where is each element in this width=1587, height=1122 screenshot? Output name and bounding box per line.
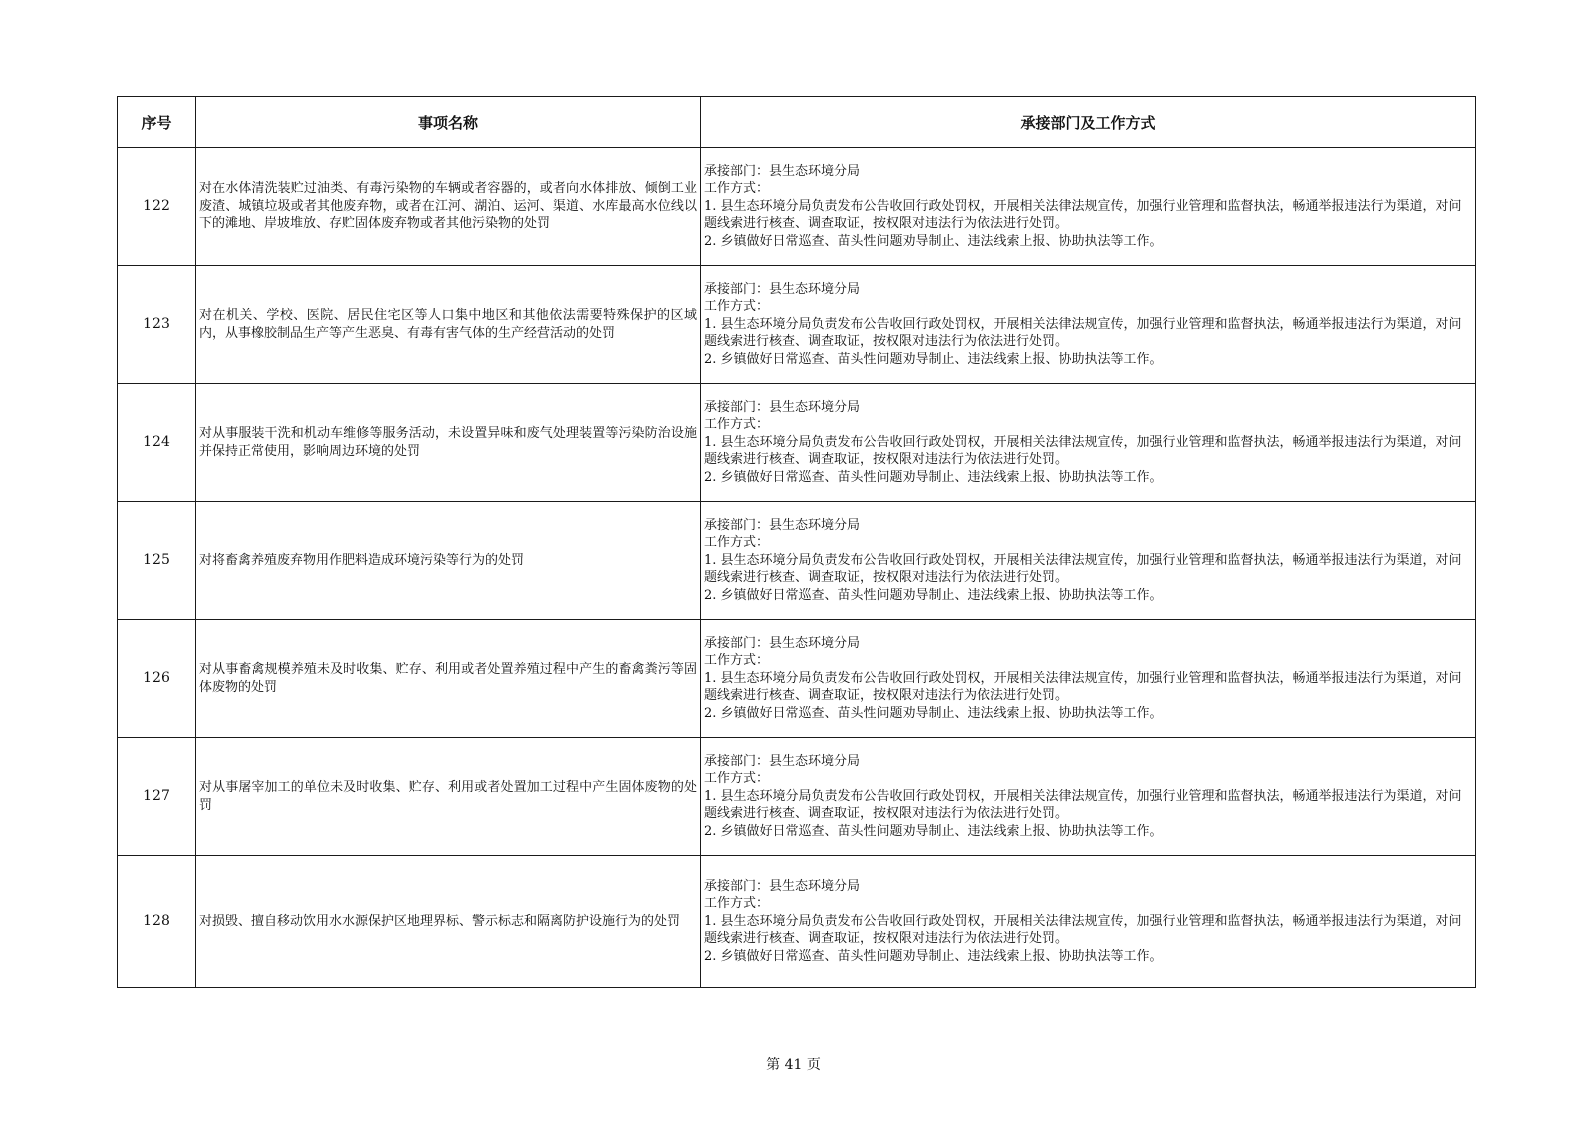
matters-table	[117, 96, 1476, 988]
table-row	[118, 384, 1476, 502]
method-heading: 工作方式：	[704, 181, 770, 197]
table-row	[118, 502, 1476, 620]
department-method-cell	[701, 148, 1476, 266]
method-heading: 工作方式：	[704, 653, 770, 669]
department-line: 承接部门：县生态环境分局	[704, 753, 861, 769]
serial-number-cell: 125	[118, 502, 196, 620]
method-item-2: 2. 乡镇做好日常巡查、苗头性问题劝导制止、违法线索上报、协助执法等工作。	[704, 823, 1163, 839]
header-matter-name: 事项名称	[196, 97, 701, 148]
department-line: 承接部门：县生态环境分局	[704, 281, 861, 297]
method-item-1: 1. 县生态环境分局负责发布公告收回行政处罚权，开展相关法律法规宣传，加强行业管理和监督执法，畅通举报违法行为渠道，对问题线索进行核查、调查取证，按权限对违法行为依法进行处罚。	[704, 670, 1462, 704]
matter-name-cell: 对从事屠宰加工的单位未及时收集、贮存、利用或者处置加工过程中产生固体废物的处罚	[196, 738, 701, 856]
matter-name-cell: 对损毁、擅自移动饮用水水源保护区地理界标、警示标志和隔离防护设施行为的处罚	[196, 856, 701, 988]
serial-number-cell: 126	[118, 620, 196, 738]
department-method-cell	[701, 384, 1476, 502]
department-method-cell	[701, 266, 1476, 384]
method-heading: 工作方式：	[704, 535, 770, 551]
table-row	[118, 620, 1476, 738]
serial-number-cell: 127	[118, 738, 196, 856]
method-item-1: 1. 县生态环境分局负责发布公告收回行政处罚权，开展相关法律法规宣传，加强行业管理和监督执法，畅通举报违法行为渠道，对问题线索进行核查、调查取证，按权限对违法行为依法进行处罚。	[704, 198, 1462, 232]
method-item-2: 2. 乡镇做好日常巡查、苗头性问题劝导制止、违法线索上报、协助执法等工作。	[704, 948, 1163, 964]
table-row	[118, 856, 1476, 988]
method-item-1: 1. 县生态环境分局负责发布公告收回行政处罚权，开展相关法律法规宣传，加强行业管理和监督执法，畅通举报违法行为渠道，对问题线索进行核查、调查取证，按权限对违法行为依法进行处罚。	[704, 434, 1462, 468]
method-item-1: 1. 县生态环境分局负责发布公告收回行政处罚权，开展相关法律法规宣传，加强行业管理和监督执法，畅通举报违法行为渠道，对问题线索进行核查、调查取证，按权限对违法行为依法进行处罚。	[704, 316, 1462, 350]
method-item-1: 1. 县生态环境分局负责发布公告收回行政处罚权，开展相关法律法规宣传，加强行业管理和监督执法，畅通举报违法行为渠道，对问题线索进行核查、调查取证，按权限对违法行为依法进行处罚。	[704, 913, 1462, 947]
serial-number-cell: 123	[118, 266, 196, 384]
method-item-1: 1. 县生态环境分局负责发布公告收回行政处罚权，开展相关法律法规宣传，加强行业管理和监督执法，畅通举报违法行为渠道，对问题线索进行核查、调查取证，按权限对违法行为依法进行处罚。	[704, 788, 1462, 822]
method-item-2: 2. 乡镇做好日常巡查、苗头性问题劝导制止、违法线索上报、协助执法等工作。	[704, 233, 1163, 249]
department-line: 承接部门：县生态环境分局	[704, 163, 861, 179]
department-method-cell	[701, 738, 1476, 856]
page-number: 第 41 页	[766, 1057, 821, 1073]
method-heading: 工作方式：	[704, 417, 770, 433]
department-line: 承接部门：县生态环境分局	[704, 635, 861, 651]
serial-number-cell: 128	[118, 856, 196, 988]
department-line: 承接部门：县生态环境分局	[704, 517, 861, 533]
method-item-2: 2. 乡镇做好日常巡查、苗头性问题劝导制止、违法线索上报、协助执法等工作。	[704, 469, 1163, 485]
method-heading: 工作方式：	[704, 896, 770, 912]
method-item-1: 1. 县生态环境分局负责发布公告收回行政处罚权，开展相关法律法规宣传，加强行业管理和监督执法，畅通举报违法行为渠道，对问题线索进行核查、调查取证，按权限对违法行为依法进行处罚。	[704, 552, 1462, 586]
table-header	[118, 97, 1476, 148]
department-method-cell	[701, 856, 1476, 988]
matter-name-cell: 对从事畜禽规模养殖未及时收集、贮存、利用或者处置养殖过程中产生的畜禽粪污等固体废物的处罚	[196, 620, 701, 738]
table-row	[118, 148, 1476, 266]
method-item-2: 2. 乡镇做好日常巡查、苗头性问题劝导制止、违法线索上报、协助执法等工作。	[704, 587, 1163, 603]
table-row	[118, 738, 1476, 856]
department-line: 承接部门：县生态环境分局	[704, 878, 861, 894]
table-row	[118, 266, 1476, 384]
department-method-cell	[701, 502, 1476, 620]
method-heading: 工作方式：	[704, 299, 770, 315]
method-item-2: 2. 乡镇做好日常巡查、苗头性问题劝导制止、违法线索上报、协助执法等工作。	[704, 351, 1163, 367]
matter-name-cell: 对在机关、学校、医院、居民住宅区等人口集中地区和其他依法需要特殊保护的区域内，从事橡胶制品生产等产生恶臭、有毒有害气体的生产经营活动的处罚	[196, 266, 701, 384]
header-row	[118, 97, 1476, 148]
matter-name-cell: 对在水体清洗装贮过油类、有毒污染物的车辆或者容器的，或者向水体排放、倾倒工业废渣、城镇垃圾或者其他废弃物，或者在江河、湖泊、运河、渠道、水库最高水位线以下的滩地、岸坡堆放、存贮固体废弃物或者其他污染物的处罚	[196, 148, 701, 266]
department-method-cell	[701, 620, 1476, 738]
matter-name-cell: 对将畜禽养殖废弃物用作肥料造成环境污染等行为的处罚	[196, 502, 701, 620]
serial-number-cell: 122	[118, 148, 196, 266]
matter-name-cell: 对从事服装干洗和机动车维修等服务活动，未设置异味和废气处理装置等污染防治设施并保持正常使用，影响周边环境的处罚	[196, 384, 701, 502]
header-department-method: 承接部门及工作方式	[701, 97, 1476, 148]
department-line: 承接部门：县生态环境分局	[704, 399, 861, 415]
method-item-2: 2. 乡镇做好日常巡查、苗头性问题劝导制止、违法线索上报、协助执法等工作。	[704, 705, 1163, 721]
table-body	[118, 148, 1476, 988]
method-heading: 工作方式：	[704, 771, 770, 787]
serial-number-cell: 124	[118, 384, 196, 502]
header-serial-number: 序号	[118, 97, 196, 148]
